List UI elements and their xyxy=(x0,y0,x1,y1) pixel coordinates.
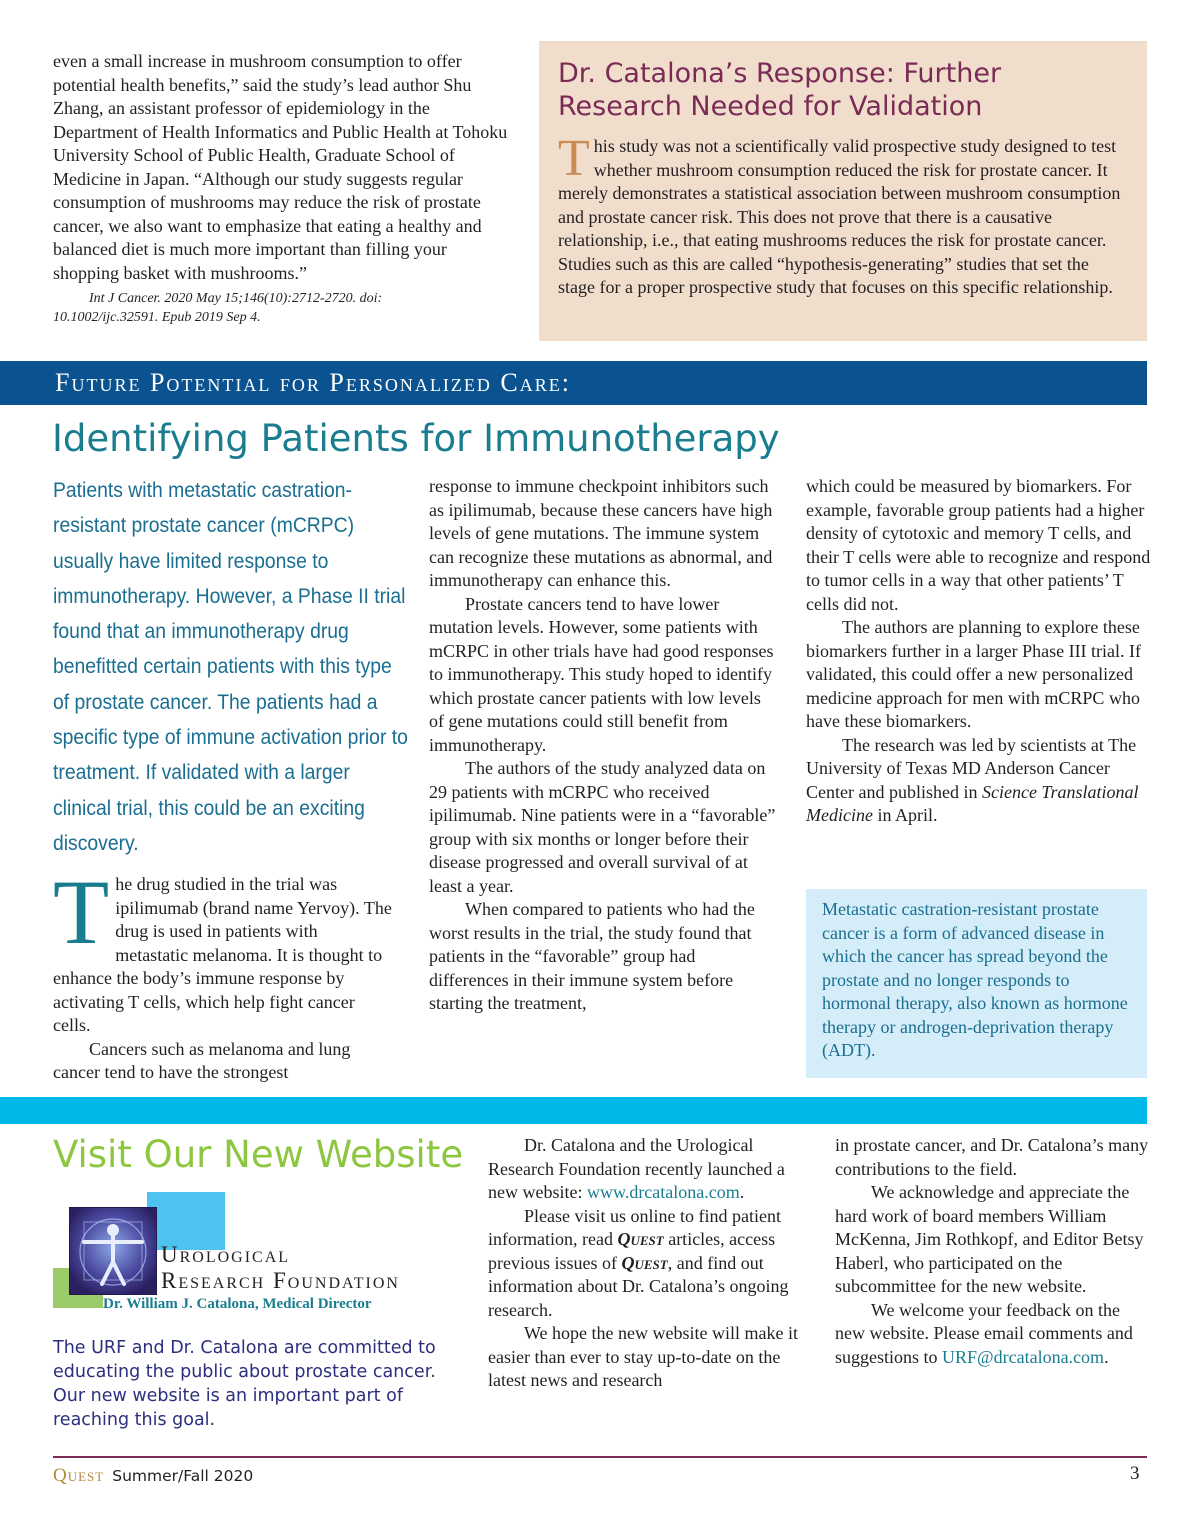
citation xyxy=(53,289,511,327)
website-paragraph-5: We acknowledge and appreciate the hard work of board members William McKenna, Jim Rothkopf, and Editor Betsy Haberl, who participated on the subcommittee for the new website. xyxy=(835,1182,1144,1296)
urf-logo xyxy=(53,1192,473,1322)
website-section-title: Visit Our New Website xyxy=(53,1133,464,1176)
intro-paragraph: even a small increase in mushroom consumption to offer potential health benefits,” said the study’s lead author Shu Zhang, an assistant professor of epidemiology in the Department of Health Informatics and Public Health at Tohoku University School of Public Health, Graduate School of Medicine in Japan. “Although our study suggests regular consumption of mushrooms may reduce the risk of prostate cancer, we also want to emphasize that eating a healthy and balanced diet is much more important than filling your shopping basket with mushrooms.” xyxy=(53,51,508,283)
journal-name: Science Translational Medicine xyxy=(806,781,1139,825)
website-paragraph-4: in prostate cancer, and Dr. Catalona’s many contributions to the field. xyxy=(835,1135,1149,1179)
col1-p1-text: he drug studied in the trial was ipilimumab (brand name Yervoy). The drug is used in patients with metastatic melanoma. It is thought to enhance the body’s immune response by activating T cells, which help fight cancer cells. xyxy=(53,874,392,1035)
col2-paragraph-2: Prostate cancers tend to have lower mutation levels. However, some patients with mCRPC in other trials have had good responses to immunotherapy. This study hoped to identify which prostate cancer patients with low levels of gene mutations could still benefit from immunotherapy. xyxy=(429,593,774,755)
article-dropcap: T xyxy=(53,861,110,963)
article-lede: Patients with metastatic castration-resistant prostate cancer (mCRPC) usually have limited response to immunotherapy. However, a Phase II trial found that an immunotherapy drug benefitted certain patients with this type of prostate cancer. The patients had a specific type of immune activation prior to treatment. If validated with a larger clinical trial, this could be an exciting discovery. xyxy=(53,478,408,855)
website-p1-end: . xyxy=(739,1182,745,1202)
logo-line-2: Research Foundation xyxy=(161,1268,400,1293)
website-paragraph-1 xyxy=(488,1134,806,1205)
footer-quest-name: Quest xyxy=(53,1465,105,1486)
logo-line-1: Urological xyxy=(161,1242,291,1267)
intro-column xyxy=(53,50,511,327)
logo-subtitle: Dr. William J. Catalona, Medical Director xyxy=(103,1296,372,1312)
footer-issue: Summer/Fall 2020 xyxy=(112,1467,254,1485)
col1-paragraph-2: Cancers such as melanoma and lung cancer tend to have the strongest xyxy=(53,1038,351,1082)
article-title: Identifying Patients for Immunotherapy xyxy=(52,417,780,460)
col3-paragraph-1: which could be measured by biomarkers. For example, favorable group patients had a higher density of cytotoxic and memory T cells, and their T cells were able to recognize and respond to tumor cells in a way that other patients’ T cells did not. xyxy=(806,476,1151,614)
page-number: 3 xyxy=(1130,1463,1140,1484)
website-p2-text-c: , and find out information about Dr. Catalona’s ongoing research. xyxy=(488,1252,789,1320)
vitruvian-figure-icon xyxy=(69,1207,157,1295)
article-column-3 xyxy=(806,475,1151,828)
email-link[interactable]: URF@drcatalona.com xyxy=(942,1346,1105,1367)
article-column-1 xyxy=(53,861,393,1085)
citation-line-1: Int J Cancer. 2020 May 15;146(10):2712-2720. doi: xyxy=(89,291,383,306)
website-p1-text: Dr. Catalona and the Urological Research Foundation recently launched a new website: xyxy=(488,1135,785,1202)
col3-p3-text-a: The research was led by scientists at The University of Texas MD Anderson Cancer Center and published in xyxy=(806,734,1137,802)
col3-paragraph-2: The authors are planning to explore these biomarkers further in a larger Phase III trial. If validated, this could offer a new personalized medicine approach for men with mCRPC who have these biomarkers. xyxy=(806,617,1142,731)
footer-rule xyxy=(53,1456,1147,1458)
website-p6-text: We welcome your feedback on the new website. Please email comments and suggestions to xyxy=(835,1299,1133,1367)
quest-name: Quest xyxy=(621,1252,668,1273)
response-body: his study was not a scientifically valid prospective study designed to test whether mushroom consumption reduced the risk for prostate cancer. It merely demonstrates a statistical association between mushroom consumption and prostate cancer risk. This does not prove that there is a causative relationship, i.e., that eating mushrooms reduces the risk for prostate cancer. Studies such as this are called “hypothesis-generating” studies that set the stage for a proper prospective study that focuses on this specific relationship. xyxy=(558,136,1121,297)
footer-publication xyxy=(53,1465,253,1487)
col2-paragraph-3: The authors of the study analyzed data on 29 patients with mCRPC who received ipilimumab. Nine patients were in a “favorable” group with six months or longer before their disease progressed and overall survival of at least a year. xyxy=(429,758,776,896)
website-column-2 xyxy=(488,1134,806,1393)
website-column-3 xyxy=(835,1134,1150,1369)
response-box xyxy=(539,41,1147,341)
col3-paragraph-3 xyxy=(806,734,1151,828)
definition-sidebar: Metastatic castration-resistant prostate cancer is a form of advanced disease in which the cancer has spread beyond the prostate and no longer responds to hormonal therapy, also known as hormone therapy or androgen-deprivation therapy (ADT). xyxy=(806,889,1147,1078)
col2-paragraph-1: response to immune checkpoint inhibitors such as ipilimumab, because these cancers have high levels of gene mutations. The immune system can recognize these mutations as abnormal, and immunotherapy can enhance this. xyxy=(429,476,773,590)
website-p2-text-b: articles, access previous issues of xyxy=(488,1229,776,1273)
website-url-link[interactable]: www.drcatalona.com xyxy=(586,1182,740,1202)
response-text xyxy=(558,130,1129,300)
citation-line-2: 10.1002/ijc.32591. Epub 2019 Sep 4. xyxy=(53,310,261,325)
col1-paragraph-1 xyxy=(53,861,393,1038)
col3-p3-text-b: in April. xyxy=(872,805,938,825)
divider-band xyxy=(0,1097,1147,1124)
website-p2-text-a: Please visit us online to find patient information, read xyxy=(488,1205,781,1249)
website-p6-end: . xyxy=(1104,1346,1109,1367)
website-paragraph-3: We hope the new website will make it easier than ever to stay up-to-date on the latest news and research xyxy=(488,1323,798,1390)
website-paragraph-6 xyxy=(835,1299,1150,1370)
quest-name: Quest xyxy=(617,1229,664,1249)
website-paragraph-2 xyxy=(488,1205,806,1323)
article-column-2 xyxy=(429,475,779,1016)
section-label: Future Potential for Personalized Care: xyxy=(55,368,571,397)
response-dropcap: T xyxy=(558,130,590,187)
response-title: Dr. Catalona’s Response: Further Research Needed for Validation xyxy=(558,58,1002,122)
logo-name xyxy=(161,1242,400,1294)
col2-paragraph-4: When compared to patients who had the worst results in the trial, the study found that patients in the “favorable” group had differences in their immune system before starting the treatment, xyxy=(429,899,755,1013)
website-lede: The URF and Dr. Catalona are committed to educating the public about prostate cancer. Our new website is an important part of reaching this goal. xyxy=(53,1338,436,1430)
